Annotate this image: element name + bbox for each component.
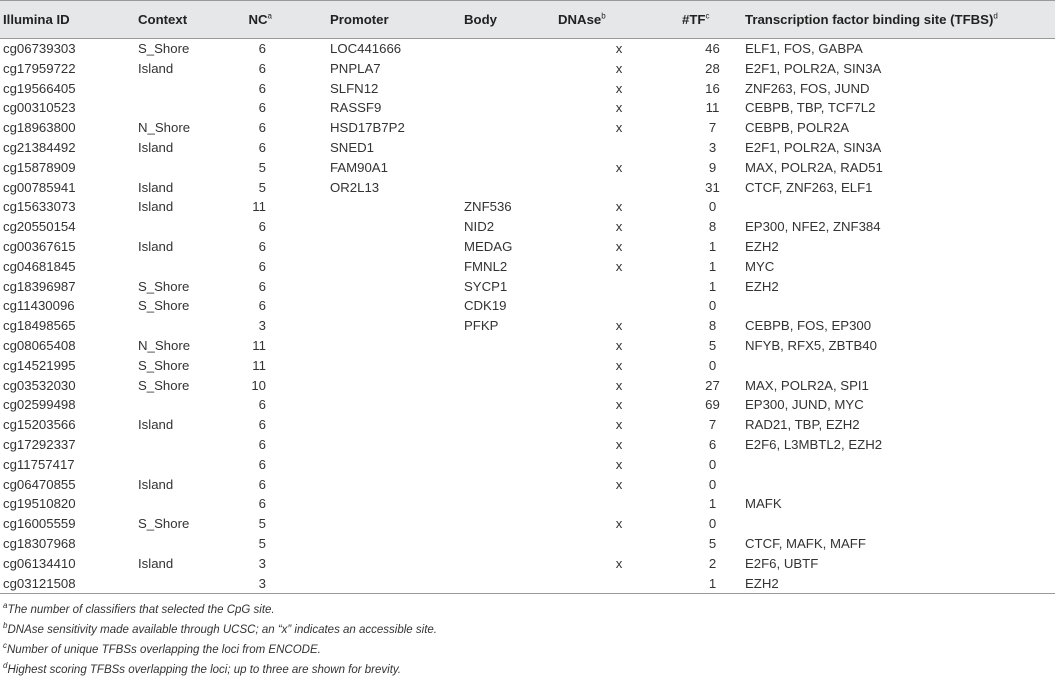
cell-body [464,118,556,138]
cell-promoter [330,455,464,475]
cell-spacer [272,178,330,198]
cell-dnase: x [615,318,623,334]
cell-tfbs: E2F1, POLR2A, SIN3A [745,60,882,76]
header-nc: $NC^a$ [247,1,272,39]
cell-context: S_Shore [138,278,190,294]
cell-tfbs: EP300, NFE2, ZNF384 [745,219,881,235]
cell-promoter [330,395,464,415]
cell-nc: 6 [258,238,266,254]
cell-nc: 5 [258,179,266,195]
table-body [0,39,1055,594]
cell-tfbs: ZNF263, FOS, JUND [745,80,870,96]
header-illumina-id: Illumina ID [0,1,138,39]
cell-body: SYCP1 [464,278,508,294]
cell-illumina-id: cg19510820 [3,496,76,512]
cell-nc: 6 [258,100,266,116]
cell-tf: 31 [705,179,720,195]
cell-nc: 5 [258,516,266,532]
cell-tf: 7 [708,417,717,433]
cell-tfbs: EP300, JUND, MYC [745,397,864,413]
cell-illumina-id: cg00785941 [3,179,76,195]
cell-illumina-id: cg18963800 [3,120,76,136]
cell-spacer [272,257,330,277]
cell-tf: 7 [708,120,717,136]
cell-tfbs [743,296,1055,316]
cell-illumina-id: cg02599498 [3,397,76,413]
cell-spacer [272,435,330,455]
cell-tf: 1 [708,496,717,512]
cell-context: Island [138,555,174,571]
cell-tf: 27 [705,377,720,393]
cell-context: N_Shore [138,337,191,353]
cell-promoter [330,534,464,554]
cell-dnase [556,494,682,514]
cell-spacer [272,277,330,297]
cell-tfbs [743,356,1055,376]
table-row [0,395,1055,415]
cell-tf: 16 [705,80,720,96]
cell-tfbs: MAX, POLR2A, SPI1 [745,377,869,393]
cell-context: Island [138,417,174,433]
cell-tfbs: MYC [745,258,775,274]
table-row [0,316,1055,336]
cell-dnase [556,138,682,158]
cell-context: N_Shore [138,120,191,136]
table-row [0,197,1055,217]
cell-nc: 3 [258,318,266,334]
table-row [0,514,1055,534]
cell-tfbs [743,197,1055,217]
cell-illumina-id: cg14521995 [3,357,76,373]
cell-context [138,79,247,99]
cell-context [138,217,247,237]
cell-tfbs: E2F6, L3MBTL2, EZH2 [745,436,883,452]
cell-illumina-id: cg06134410 [3,555,76,571]
table-row [0,435,1055,455]
cell-body [464,336,556,356]
cell-context: Island [138,60,174,76]
cell-nc: 6 [258,476,266,492]
cell-tf: 9 [708,159,717,175]
cell-tfbs [743,455,1055,475]
header-promoter: Promoter [330,1,464,39]
cell-dnase: x [615,436,623,452]
cell-promoter: OR2L13 [330,179,380,195]
cell-body [464,356,556,376]
cell-tf: 1 [682,574,743,594]
cell-spacer [272,415,330,435]
cell-illumina-id: cg20550154 [3,219,76,235]
cell-tf: 3 [708,139,717,155]
cell-nc: 6 [258,80,266,96]
table-row [0,376,1055,396]
cell-dnase [556,277,682,297]
cell-body [464,178,556,198]
cell-nc: 11 [252,199,266,215]
cell-dnase: x [615,337,623,353]
cell-spacer [272,197,330,217]
cell-spacer [272,118,330,138]
cell-context: Island [138,139,174,155]
cell-nc: 10 [251,377,266,393]
cell-tfbs: EZH2 [743,574,1055,594]
cell-promoter [330,435,464,455]
cell-spacer [272,395,330,415]
cell-tfbs: CTCF, ZNF263, ELF1 [745,179,873,195]
cell-nc: 6 [258,139,266,155]
header-context: Context [138,1,247,39]
cell-context [138,435,247,455]
cell-promoter [330,197,464,217]
cell-promoter [330,415,464,435]
cell-illumina-id: cg03121508 [0,574,138,594]
cell-tfbs [743,514,1055,534]
cell-tf: 2 [708,555,717,571]
cell-spacer [272,534,330,554]
cell-spacer [272,475,330,495]
table-row [0,336,1055,356]
cell-context: S_Shore [138,357,190,373]
cell-body: ZNF536 [464,199,512,215]
cell-body [464,574,556,594]
cell-dnase: x [615,456,623,472]
cell-body [464,39,556,59]
cell-illumina-id: cg17292337 [3,436,76,452]
cell-spacer [272,98,330,118]
cell-context: Island [138,238,174,254]
cell-context [138,158,247,178]
cell-tfbs: E2F6, UBTF [745,555,819,571]
cell-illumina-id: cg18498565 [3,318,76,334]
cell-illumina-id: cg15633073 [3,199,76,215]
cell-promoter [330,336,464,356]
cell-body: CDK19 [464,298,507,314]
cell-tfbs: E2F1, POLR2A, SIN3A [745,139,882,155]
cell-tfbs: EZH2 [745,238,779,254]
cell-body: MEDAG [464,238,513,254]
cell-illumina-id: cg16005559 [3,516,76,532]
cell-nc: 6 [258,298,266,314]
cell-illumina-id: cg00367615 [3,238,76,254]
cell-spacer [272,158,330,178]
cell-nc: 3 [258,555,266,571]
cell-context: Island [138,476,174,492]
cell-nc: 5 [258,159,266,175]
cell-tf: 8 [708,318,717,334]
cell-illumina-id: cg15878909 [3,159,76,175]
cell-dnase: x [615,377,623,393]
cell-promoter [330,257,464,277]
cell-nc: 6 [258,60,266,76]
cell-context [138,534,247,554]
cell-tf: 0 [708,456,717,472]
cell-spacer [272,455,330,475]
cell-illumina-id: cg17959722 [3,60,76,76]
cell-context [138,257,247,277]
footnote-a: $^a$The number of classifiers that selected the CpG site. [3,601,275,616]
cell-illumina-id: cg21384492 [3,139,76,155]
cell-tf: 69 [705,397,720,413]
header-tfbs: Transcription factor binding site (TFBS)$^d$ [743,1,1055,39]
cell-illumina-id: cg11757417 [3,456,75,472]
table-row [0,98,1055,118]
cell-tfbs: CTCF, MAFK, MAFF [745,535,866,551]
cell-promoter: PNPLA7 [330,60,381,76]
table-row [0,296,1055,316]
footnote-b: $^b$DNAse sensitivity made available through UCSC; an “x” indicates an accessible site. [3,621,437,636]
cell-dnase: x [615,357,623,373]
cell-dnase [556,296,682,316]
cell-spacer [272,296,330,316]
cell-tf: 1 [708,278,717,294]
cell-tfbs: CEBPB, TBP, TCF7L2 [745,100,876,116]
cell-spacer [272,79,330,99]
cell-nc: 6 [258,496,266,512]
cell-promoter [330,494,464,514]
table-row [0,217,1055,237]
table-row [0,574,1055,594]
cell-dnase [556,534,682,554]
cell-dnase: x [615,60,623,76]
cell-spacer [272,39,330,59]
cell-nc: 11 [252,357,266,373]
cell-body [464,494,556,514]
table-row [0,79,1055,99]
cell-tfbs: RAD21, TBP, EZH2 [745,417,860,433]
cell-promoter: SNED1 [330,139,374,155]
cell-illumina-id: cg00310523 [3,100,76,116]
cell-nc: 6 [258,436,266,452]
cell-spacer [272,494,330,514]
cell-tf: 0 [708,298,717,314]
cell-spacer [272,316,330,336]
header-tf: $\#TF^c$ [682,1,743,39]
footnote-d: $^d$Highest scoring TFBSs overlapping the loci; up to three are shown for brevity. [3,661,401,676]
cell-nc: 6 [258,278,266,294]
cell-tf: 46 [705,41,720,56]
cell-tf: 0 [708,357,717,373]
cell-dnase: x [615,397,623,413]
cell-tfbs: MAX, POLR2A, RAD51 [745,159,883,175]
cell-body [464,554,556,574]
table-row [0,554,1055,574]
cell-tf: 11 [705,100,720,116]
cell-spacer [272,514,330,534]
cell-body [464,415,556,435]
cell-illumina-id: cg04681845 [3,258,76,274]
table-row [0,158,1055,178]
table-footnotes [3,600,437,680]
cell-body: FMNL2 [464,258,508,274]
cell-tf: 8 [708,219,717,235]
cell-promoter [330,514,464,534]
cell-illumina-id: cg03532030 [3,377,76,393]
cell-context: S_Shore [138,377,190,393]
cell-context: S_Shore [138,41,190,56]
table-row [0,237,1055,257]
cell-dnase: x [615,80,623,96]
cell-illumina-id: cg08065408 [3,337,76,353]
cell-promoter: FAM90A1 [330,159,388,175]
cell-illumina-id: cg06470855 [3,476,76,492]
cell-body [464,98,556,118]
cell-dnase: x [615,219,623,235]
table-row [0,455,1055,475]
header-body: Body [464,1,556,39]
cell-body [464,534,556,554]
cell-body [464,158,556,178]
cell-promoter [330,574,464,594]
cell-context [138,455,247,475]
table-row [0,277,1055,297]
cell-tfbs: NFYB, RFX5, ZBTB40 [745,337,877,353]
header-spacer [272,1,330,39]
cell-illumina-id: cg15203566 [3,417,76,433]
table-row [0,39,1055,59]
cell-context: Island [138,179,174,195]
cell-dnase: x [615,199,623,215]
cell-spacer [272,554,330,574]
cell-context: S_Shore [138,516,190,532]
cell-tf: 5 [708,337,717,353]
cell-dnase: x [615,555,623,571]
cell-tf: 0 [708,476,717,492]
cell-tf: 1 [708,258,717,274]
cell-dnase [556,574,682,594]
cell-body [464,475,556,495]
table-row [0,59,1055,79]
cell-promoter: SLFN12 [330,80,379,96]
cell-spacer [272,574,330,594]
cell-tf: 28 [705,60,720,76]
table-row [0,356,1055,376]
cell-nc: 6 [258,41,266,56]
table-row [0,415,1055,435]
cell-dnase: x [615,41,623,56]
cell-spacer [272,237,330,257]
cell-nc: 6 [258,397,266,413]
cell-promoter [330,356,464,376]
cell-context: S_Shore [138,298,190,314]
cell-spacer [272,59,330,79]
table-row [0,257,1055,277]
cell-spacer [272,356,330,376]
table-row [0,475,1055,495]
cell-promoter [330,277,464,297]
cell-body [464,376,556,396]
cell-body: NID2 [464,219,495,235]
cell-dnase: x [615,238,623,254]
cell-spacer [272,336,330,356]
cell-spacer [272,138,330,158]
cell-body [464,514,556,534]
cell-context [138,395,247,415]
table-row [0,138,1055,158]
cell-promoter [330,217,464,237]
table-row [0,534,1055,554]
cell-dnase: x [615,258,623,274]
cell-promoter [330,296,464,316]
cell-promoter [330,376,464,396]
cell-context [138,574,247,594]
cell-nc: 6 [258,417,266,433]
cell-illumina-id: cg18396987 [3,278,76,294]
cell-dnase: x [615,120,623,136]
table-header [0,1,1055,39]
cell-nc: 6 [258,258,266,274]
header-dnase: DNAse$^b$ [556,1,682,39]
cell-promoter [330,237,464,257]
cell-tf: 5 [708,535,717,551]
table-row [0,118,1055,138]
cell-illumina-id: cg19566405 [3,80,76,96]
cell-promoter [330,475,464,495]
cell-dnase [556,178,682,198]
cell-dnase: x [615,476,623,492]
cell-body [464,435,556,455]
cell-tf: 1 [708,238,717,254]
cell-tfbs: ELF1, FOS, GABPA [745,41,863,56]
cell-nc: 6 [258,219,266,235]
cell-tfbs: CEBPB, FOS, EP300 [745,318,872,334]
cell-body [464,59,556,79]
cell-body [464,395,556,415]
cell-context [138,494,247,514]
cell-promoter: LOC441666 [330,41,402,56]
cell-spacer [272,376,330,396]
cell-promoter [330,316,464,336]
cell-body: PFKP [464,318,499,334]
cell-dnase: x [615,159,623,175]
cell-context: Island [138,199,174,215]
cell-body [464,79,556,99]
cell-promoter [330,554,464,574]
header-row [0,1,1055,39]
cell-promoter: HSD17B7P2 [330,120,405,136]
cell-promoter: RASSF9 [330,100,382,116]
cell-nc: 6 [258,456,266,472]
cell-tfbs: CEBPB, POLR2A [745,120,850,136]
cell-tfbs [743,475,1055,495]
cell-spacer [272,217,330,237]
cell-body [464,455,556,475]
cell-context [138,98,247,118]
cell-nc: 11 [252,337,266,353]
footnote-c: $^c$Number of unique TFBSs overlapping the loci from ENCODE. [3,641,321,656]
cell-tf: 0 [708,199,717,215]
cell-context [138,316,247,336]
cell-tfbs: EZH2 [745,278,779,294]
cell-illumina-id: cg11430096 [3,298,75,314]
cell-dnase: x [615,516,623,532]
cell-nc: 5 [258,535,266,551]
cell-tf: 6 [708,436,717,452]
table-row [0,178,1055,198]
cell-nc: 3 [247,574,272,594]
cell-illumina-id: cg18307968 [3,535,76,551]
cell-tfbs: MAFK [745,496,782,512]
cell-body [464,138,556,158]
cell-dnase: x [615,100,623,116]
cell-nc: 6 [258,120,266,136]
cell-tf: 0 [708,516,717,532]
table-row [0,494,1055,514]
cell-illumina-id: cg06739303 [3,41,76,56]
cell-dnase: x [615,417,623,433]
